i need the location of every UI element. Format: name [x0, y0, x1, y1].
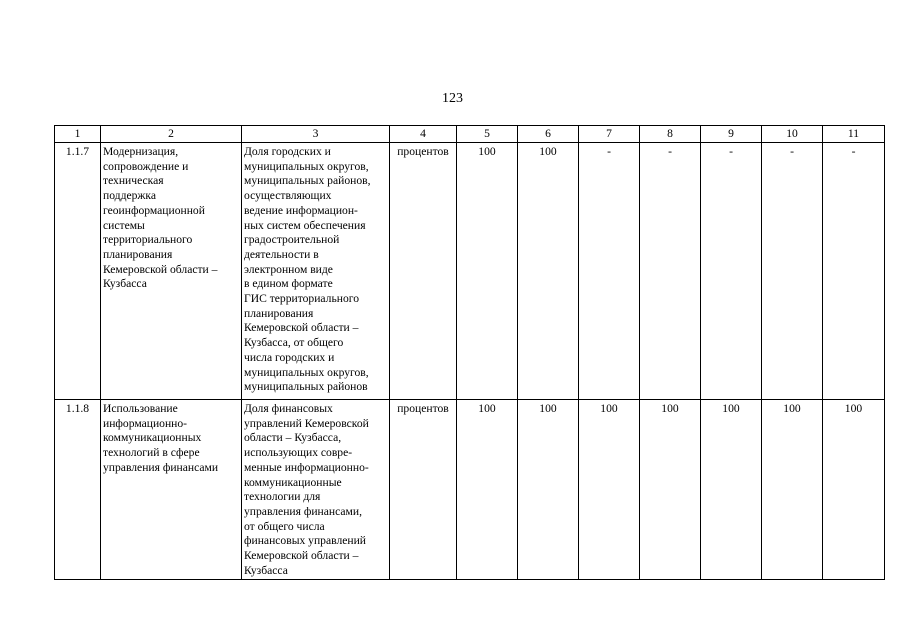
column-header: 3 [242, 126, 390, 143]
column-header: 7 [579, 126, 640, 143]
indicator-cell: Доля городских и муниципальных округов, муниципальных районов, осуществляющих ведение информацион- ных систем обеспечения градостроительной деятельности в электронном виде в едином формате ГИС территориального планирования Кемеровской области – Кузбасса, от общего числа городских и муниципальных округов, муниципальных районов [242, 143, 390, 400]
value-cell: 100 [640, 400, 701, 580]
column-header: 9 [701, 126, 762, 143]
value-cell: 100 [701, 400, 762, 580]
value-cell: - [762, 143, 823, 400]
column-header: 6 [518, 126, 579, 143]
value-cell: 100 [457, 400, 518, 580]
indicator-cell: Доля финансовых управлений Кемеровской области – Кузбасса, использующих совре- менные информационно- коммуникационные технологии для управления финансами, от общего числа финансовых управлений Кемеровской области – Кузбасса [242, 400, 390, 580]
table-header-row [55, 126, 885, 143]
column-header: 1 [55, 126, 101, 143]
value-cell: - [640, 143, 701, 400]
value-cell: 100 [762, 400, 823, 580]
value-cell: 100 [518, 143, 579, 400]
column-header: 5 [457, 126, 518, 143]
column-header: 10 [762, 126, 823, 143]
value-cell: 100 [457, 143, 518, 400]
column-header: 2 [101, 126, 242, 143]
value-cell: 100 [823, 400, 885, 580]
column-header: 8 [640, 126, 701, 143]
value-cell: - [701, 143, 762, 400]
measure-name-cell: Модернизация, сопровождение и техническая поддержка геоинформационной системы территориального планирования Кемеровской области – Кузбасса [101, 143, 242, 400]
table-row [55, 400, 885, 580]
value-cell: - [579, 143, 640, 400]
value-cell: 100 [518, 400, 579, 580]
row-number-cell: 1.1.8 [55, 400, 101, 580]
column-header: 4 [390, 126, 457, 143]
table-row [55, 143, 885, 400]
row-number-cell: 1.1.7 [55, 143, 101, 400]
value-cell: - [823, 143, 885, 400]
indicators-table [54, 125, 885, 580]
unit-cell: процентов [390, 143, 457, 400]
column-header: 11 [823, 126, 885, 143]
unit-cell: процентов [390, 400, 457, 580]
page-number: 123 [442, 91, 463, 106]
value-cell: 100 [579, 400, 640, 580]
measure-name-cell: Использование информационно- коммуникационных технологий в сфере управления финансами [101, 400, 242, 580]
